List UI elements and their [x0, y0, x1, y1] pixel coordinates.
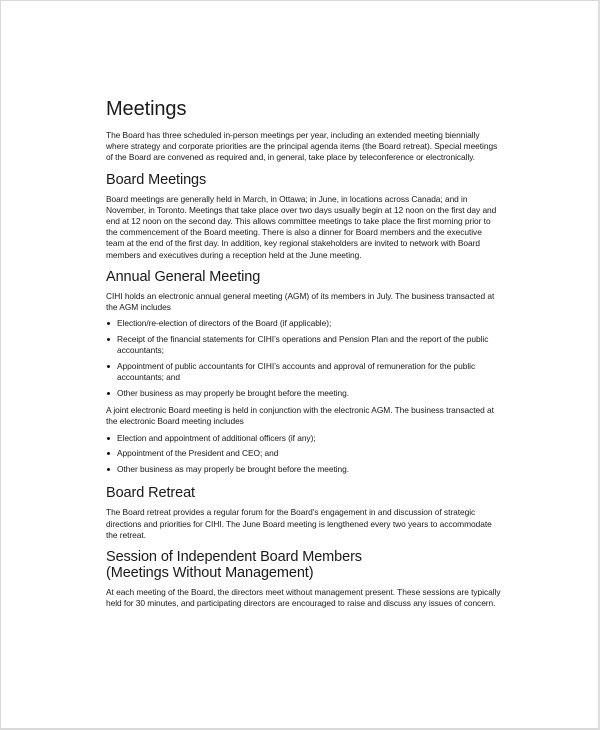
list-item	[106, 334, 501, 356]
joint-meeting-business-list	[106, 433, 501, 476]
agm-business-list	[106, 318, 501, 399]
section-heading: Session of Independent Board Members (Meetings Without Management)	[106, 549, 362, 582]
page-title: Meetings	[106, 98, 187, 120]
bullet-icon	[107, 322, 110, 325]
section-paragraph: The Board retreat provides a regular forum for the Board’s engagement in and discussion of strategic directions and priorities for CIHI. The June Board meeting is lengthened every two years to accommodate the retreat.	[106, 507, 492, 540]
section-paragraph: At each meeting of the Board, the directors meet without management present. These sessions are typically held for 30 minutes, and participating directors are encouraged to raise and discuss any issues of concern.	[106, 587, 501, 609]
list-item	[106, 433, 501, 444]
list-item	[106, 464, 501, 475]
bullet-icon	[107, 468, 110, 471]
list-item-text: Appointment of the President and CEO; and	[117, 448, 279, 459]
section-heading: Board Meetings	[106, 171, 207, 188]
section-heading: Annual General Meeting	[106, 268, 261, 285]
section-paragraph: Board meetings are generally held in March, in Ottawa; in June, in locations across Canada; and in November, in Toronto. Meetings that take place over two days usually begin at 12 noon on the first day and end at 12 noon on the second day. This allows committee meetings to take place the first morning prior to the commencement of the Board meeting. There is also a dinner for Board members and the executive team at the end of the first day. In addition, key regional stakeholders are invited to network with Board members and executives during a reception held at the June meeting.	[106, 193, 497, 260]
bullet-icon	[107, 452, 110, 455]
section-independent-board-session	[106, 549, 501, 609]
list-item	[106, 318, 501, 329]
list-item-text: Election and appointment of additional officers (if any);	[117, 432, 316, 443]
section-heading: Board Retreat	[106, 485, 195, 502]
section-board-retreat	[106, 485, 501, 541]
list-item-text: Other business as may properly be brought before the meeting.	[117, 464, 350, 475]
list-item-text: Receipt of the financial statements for CIHI’s operations and Pension Plan and the report of the public accountants;	[117, 334, 489, 356]
joint-meeting-paragraph: A joint electronic Board meeting is held in conjunction with the electronic AGM. The business transacted at the electronic Board meeting includes	[106, 405, 494, 427]
list-item	[106, 361, 501, 383]
list-item	[106, 388, 501, 399]
document-content	[106, 98, 501, 617]
section-annual-general-meeting	[106, 269, 501, 476]
intro-paragraph: The Board has three scheduled in-person meetings per year, including an extended meeting biennially where strategy and corporate priorities are the principal agenda items (the Board retreat). Special meetings of the Board are convened as required and, in general, take place by teleconference or electronically.	[106, 130, 498, 163]
section-paragraph: CIHI holds an electronic annual general meeting (AGM) of its members in July. The business transacted at the AGM includes	[106, 290, 495, 313]
list-item-text: Appointment of public accountants for CIHI’s accounts and approval of remuneration for the public accountants; and	[117, 361, 476, 383]
bullet-icon	[107, 437, 110, 440]
bullet-icon	[107, 365, 110, 368]
bullet-icon	[107, 338, 110, 341]
section-board-meetings	[106, 172, 501, 261]
list-item-text: Other business as may properly be brought before the meeting.	[117, 388, 350, 399]
bullet-icon	[107, 392, 110, 395]
list-item	[106, 448, 501, 459]
list-item-text: Election/re-election of directors of the Board (if applicable);	[117, 318, 332, 329]
